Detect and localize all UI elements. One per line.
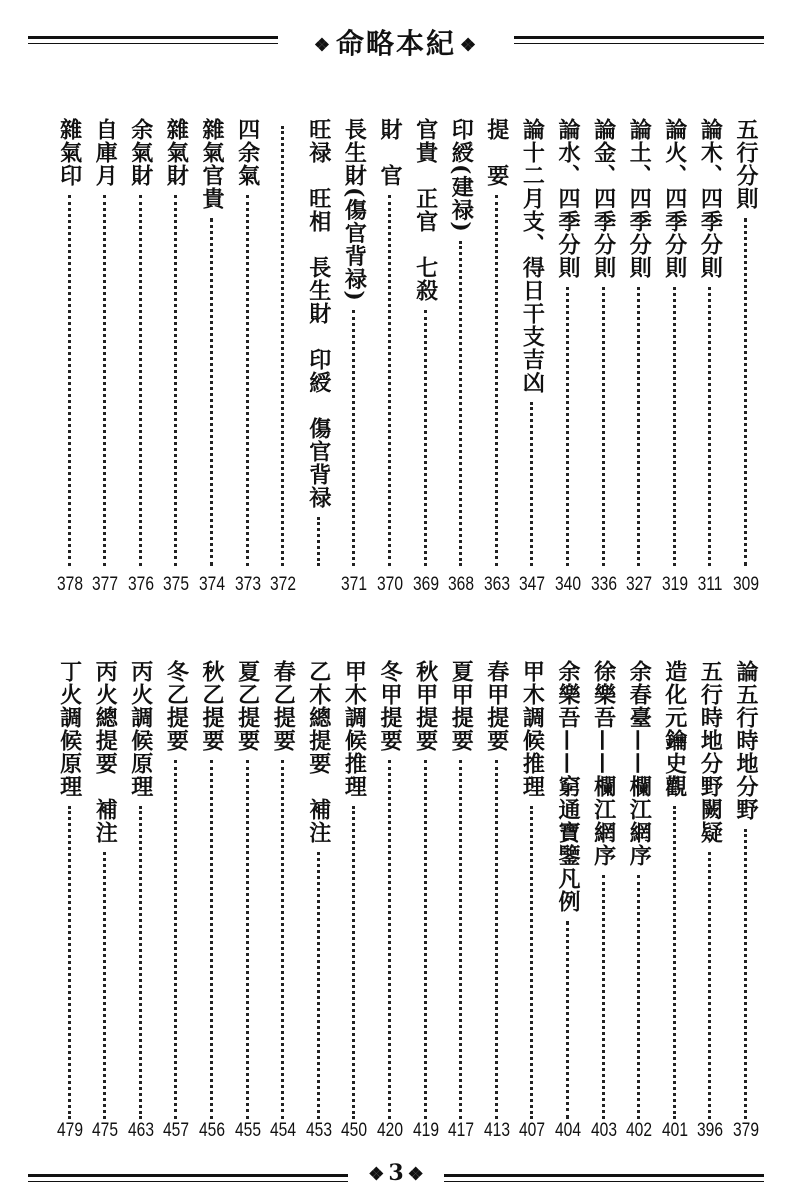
toc-entry-page: 419 [412,1120,439,1141]
toc-entry [479,118,515,608]
toc-entry-title: 五行時地分野闕疑 [697,660,724,844]
leader-dots [317,852,320,1119]
toc-entry [621,660,657,1155]
toc-entry [123,660,159,1155]
toc-entry [408,118,444,608]
toc-entry [586,660,622,1155]
toc-entry [586,118,622,608]
toc-entry [265,118,301,608]
toc-entry-title: 雜氣財 [163,118,190,187]
toc-entry-page: 407 [519,1120,546,1141]
leader-dots [744,218,747,566]
page-number: 3 [388,1160,404,1186]
toc-entry-title: 丙火總提要 補注 [92,660,119,844]
toc-entry-page: 373 [234,574,261,595]
toc-entry-page: 402 [626,1120,653,1141]
page-header [0,14,792,66]
toc-entry [728,118,764,608]
toc-entry-title: 丙火調候原理 [127,660,154,798]
leader-dots [673,287,676,566]
toc-entry-page: 363 [483,574,510,595]
leader-dots [352,310,355,566]
toc-entry-page: 479 [56,1120,83,1141]
leader-dots [566,921,569,1119]
toc-entry [230,660,266,1155]
toc-entry-title: 冬乙提要 [163,660,190,752]
toc-entry [52,118,88,608]
toc-entry-page: 370 [376,574,403,595]
leader-dots [708,852,711,1119]
toc-entry-title: 夏乙提要 [234,660,261,752]
leader-dots [459,241,462,566]
toc-entry [372,118,408,608]
leader-dots [602,287,605,566]
toc-entry-page: 456 [198,1120,225,1141]
toc-entry-title: 長生財(傷官背禄) [341,118,368,302]
toc-entry-page: 376 [127,574,154,595]
leader-dots [139,195,142,566]
toc-entry-title: 夏甲提要 [448,660,475,752]
toc-entry [230,118,266,608]
toc-entry [657,118,693,608]
leader-dots [317,517,320,566]
toc-entry-page: 379 [732,1120,759,1141]
toc-entry-page: 372 [270,574,297,595]
toc-entry-title: 造化元鑰史觀 [661,660,688,798]
toc-entry [514,118,550,608]
toc-entry [194,118,230,608]
toc-entry-page: 455 [234,1120,261,1141]
toc-entry-page: 347 [519,574,546,595]
leader-dots [566,287,569,566]
toc-entry-title: 論十二月支、得日干支吉凶 [519,118,546,394]
toc-entry-title: 印綬(建禄) [448,118,475,233]
leader-dots [68,195,71,566]
toc-entry-page: 401 [661,1120,688,1141]
leader-dots [103,852,106,1119]
toc-entry [372,660,408,1155]
toc-entry-page: 340 [554,574,581,595]
toc-entry-page: 404 [554,1120,581,1141]
toc-entry-title: 秋乙提要 [199,660,225,752]
toc-entry [550,118,586,608]
toc-entry-title: 論金、四季分則 [590,118,617,279]
leader-dots [424,760,427,1119]
toc-entry-title: 余氣財 [127,118,154,187]
toc-entry-page: 396 [697,1120,724,1141]
ornament-icon: ❖ [313,35,332,56]
toc-entry-page: 420 [376,1120,403,1141]
toc-entry [194,660,230,1155]
toc-entry-title: 論五行時地分野 [733,660,759,821]
toc-entry-title: 論水、四季分則 [555,118,581,279]
toc-entry [52,660,88,1155]
toc-entry-title: 四余氣 [234,118,261,187]
toc-entry-page: 371 [341,574,368,595]
leader-dots [246,760,249,1119]
toc-entry-page: 374 [198,574,225,595]
leader-dots [388,195,391,566]
toc-section-top [40,118,772,608]
toc-entry-page: 413 [483,1120,510,1141]
toc-entry-title: 余春臺——欄江網序 [626,660,653,867]
toc-entry-page: 368 [448,574,475,595]
toc-entry-title: 余樂吾——窮通寶鑒凡例 [555,660,581,913]
toc-entry-page: 453 [305,1120,332,1141]
leader-dots [673,806,676,1119]
toc-entry-title: 徐樂吾——欄江網序 [590,660,617,867]
toc-entry [301,660,337,1155]
toc-entry [443,660,479,1155]
toc-entry [336,660,372,1155]
toc-entry-title: 論火、四季分則 [661,118,688,279]
toc-entry [621,118,657,608]
page-title: 命略本紀 [335,27,456,60]
leader-dots [530,402,533,566]
ornament-icon: ❖ [460,35,479,56]
toc-entry-title: 雜氣官貴 [199,118,225,210]
leader-dots [459,760,462,1119]
toc-entry [123,118,159,608]
toc-entry-title: 論土、四季分則 [626,118,653,279]
leader-dots [210,760,213,1119]
toc-entry-title: 自庫月 [92,118,119,187]
toc-entry-title: 春甲提要 [483,660,510,752]
toc-entry-page: 450 [341,1120,368,1141]
leader-dots [637,875,640,1119]
leader-dots [637,287,640,566]
toc-entry-page: 377 [92,574,119,595]
toc-entry-title: 五行分則 [733,118,759,210]
toc-entry [265,660,301,1155]
toc-entry-page: 403 [590,1120,617,1141]
toc-entry-title: 春乙提要 [270,660,297,752]
leader-dots [103,195,106,566]
toc-entry-page: 454 [270,1120,297,1141]
toc-entry [550,660,586,1155]
toc-entry-page: 463 [127,1120,154,1141]
leader-dots [174,760,177,1119]
toc-entry-page: 327 [626,574,653,595]
leader-dots [744,829,747,1119]
toc-entry-title: 秋甲提要 [412,660,439,752]
leader-dots [139,806,142,1119]
toc-entry-page: 369 [412,574,439,595]
toc-entry [657,660,693,1155]
toc-entry [514,660,550,1155]
leader-dots [281,760,284,1119]
toc-entry [479,660,515,1155]
toc-entry-page: 319 [661,574,688,595]
toc-entry-title: 丁火調候原理 [56,660,83,798]
toc-entry-title: 財 官 [377,118,403,187]
toc-entry-title: 旺禄 旺相 長生財 印綬 傷官背禄 [305,118,332,509]
page-title-wrap [0,22,792,62]
toc-entry-title: 雜氣印 [56,118,83,187]
leader-dots [388,760,391,1119]
toc-entry-page: 457 [163,1120,190,1141]
leader-dots [495,195,498,566]
leader-dots [708,287,711,566]
page-footer [0,1160,792,1190]
toc-entry-title: 甲木調候推理 [519,660,546,798]
toc-entry [336,118,372,608]
leader-dots [530,806,533,1119]
leader-dots [495,760,498,1119]
ornament-icon: ❖ [407,1163,424,1185]
page-number-wrap [0,1160,792,1186]
toc-entry [692,118,728,608]
leader-dots [210,218,213,566]
toc-entry-title: 甲木調候推理 [341,660,368,798]
toc-entry [158,118,194,608]
toc-entry [408,660,444,1155]
toc-entry-page: 309 [732,574,759,595]
leader-dots [602,875,605,1119]
toc-section-bottom [40,660,772,1155]
toc-entry-title: 冬甲提要 [377,660,403,752]
toc-entry [692,660,728,1155]
leader-dots [424,310,427,566]
leader-dots [68,806,71,1119]
toc-entry-page: 378 [56,574,83,595]
toc-entry-page: 311 [697,574,723,595]
toc-entry-title: 乙木總提要 補注 [305,660,332,844]
toc-entry-page: 336 [590,574,617,595]
toc-entry-title: 論木、四季分則 [697,118,724,279]
toc-entry-page: 375 [163,574,190,595]
toc-entry [158,660,194,1155]
toc-entry [87,118,123,608]
toc-entry [443,118,479,608]
leader-dots [174,195,177,566]
toc-entry [301,118,337,608]
toc-entry [87,660,123,1155]
leader-dots [281,126,284,566]
toc-entry-page: 475 [92,1120,119,1141]
ornament-icon: ❖ [368,1163,385,1185]
leader-dots [246,195,249,566]
toc-entry-title: 官貴 正官 七殺 [412,118,439,302]
toc-entry-title: 提 要 [483,118,510,187]
leader-dots [352,806,355,1119]
toc-entry-page: 417 [448,1120,475,1141]
toc-entry [728,660,764,1155]
